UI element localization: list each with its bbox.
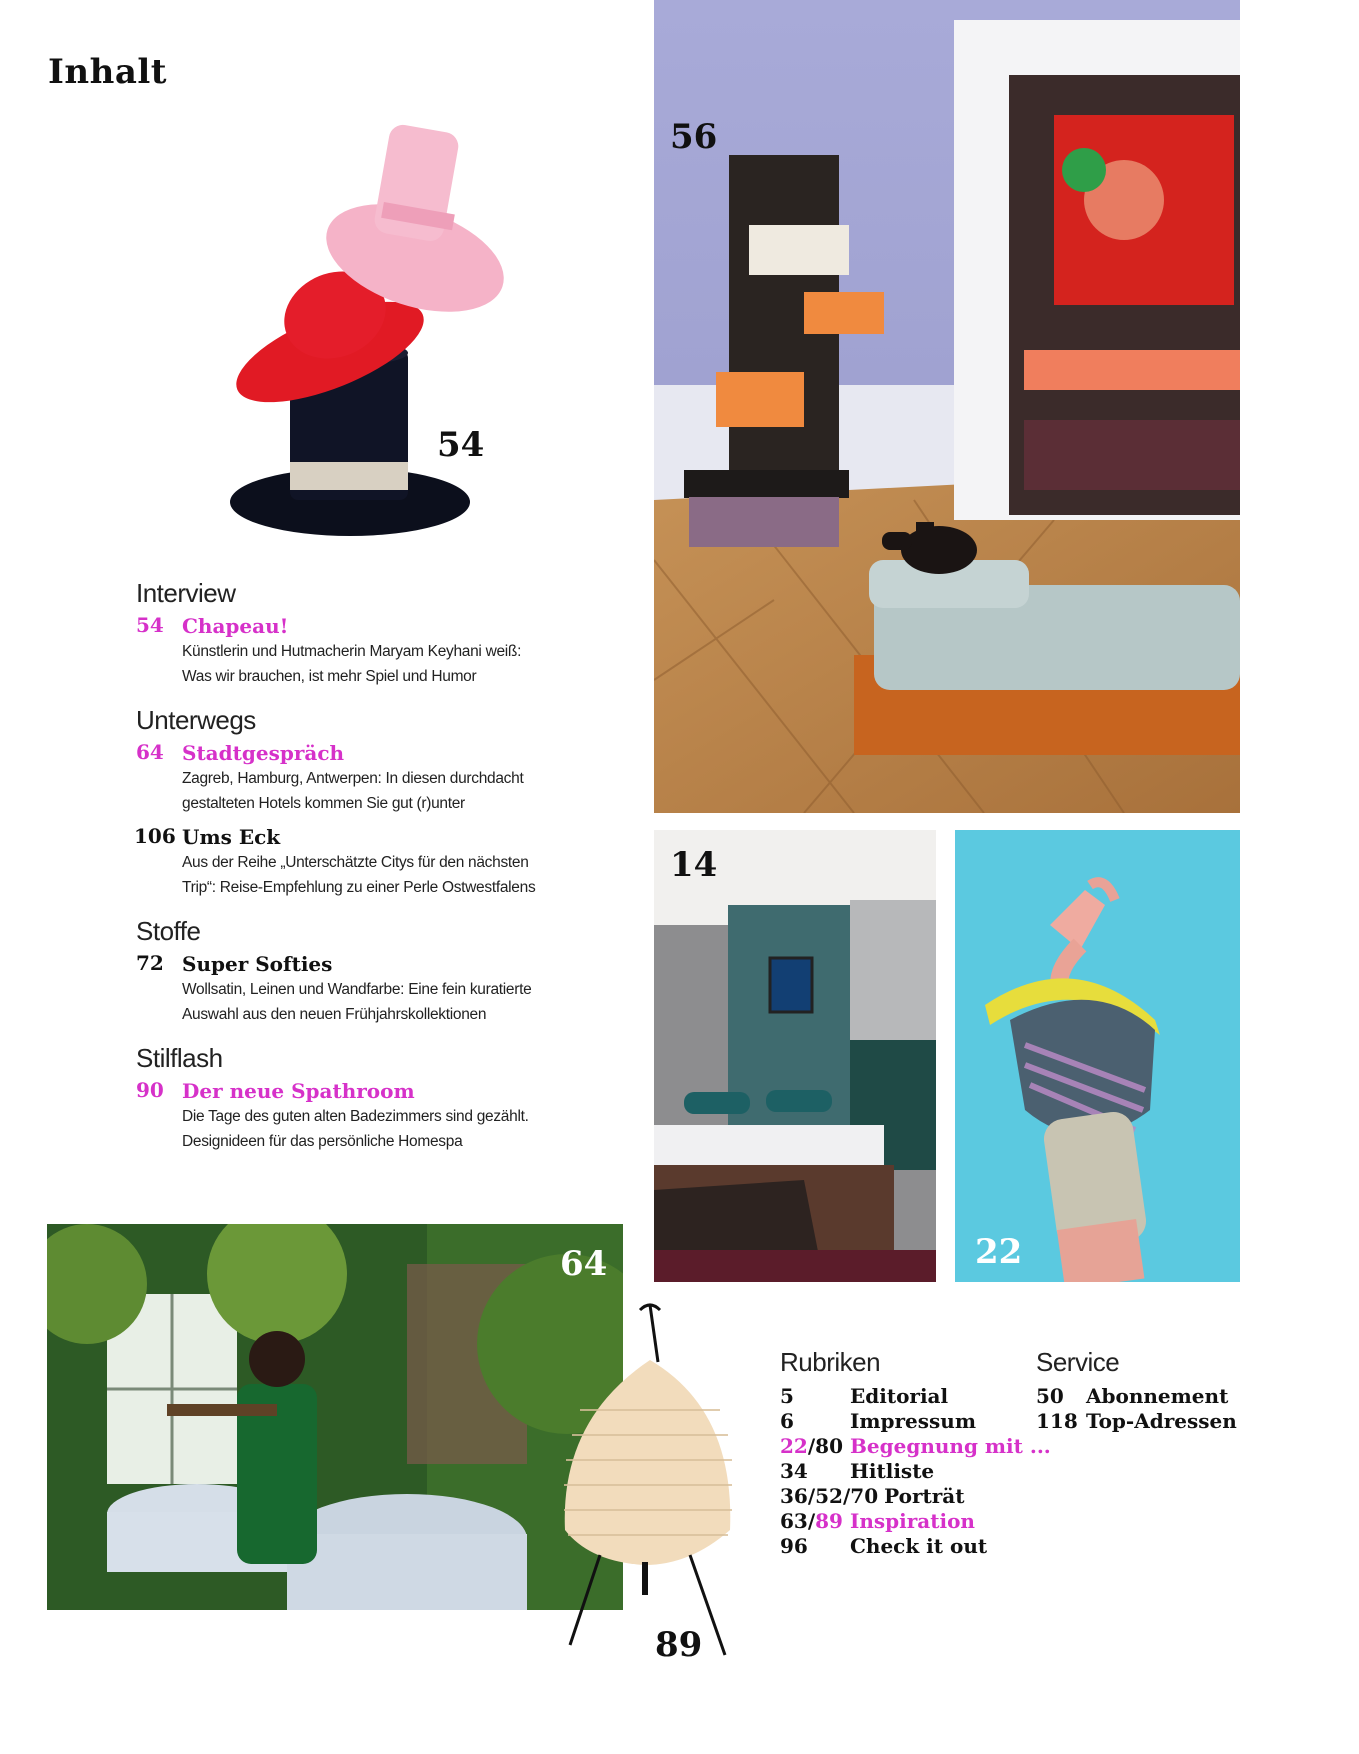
service-item[interactable] <box>1036 1384 1237 1409</box>
section-name: Unterwegs <box>136 705 256 735</box>
bedroom-image <box>654 830 936 1282</box>
toc-entry[interactable] <box>136 613 606 689</box>
rubrik-page-number: 5 <box>780 1384 794 1408</box>
entry-description-line: Aus der Reihe „Unterschätzte Citys für den nächsten <box>182 854 529 871</box>
rubrik-page-number <box>780 1509 850 1534</box>
rubrik-page-number-highlight: 89 <box>815 1509 843 1533</box>
service-page-number: 118 <box>1036 1409 1078 1433</box>
rubriken-heading: Rubriken <box>780 1347 881 1377</box>
rubrik-label: Begegnung mit ... <box>850 1434 1051 1458</box>
section-name: Stoffe <box>136 916 201 946</box>
entry-title: Super Softies <box>182 952 333 976</box>
entry-title: Ums Eck <box>182 825 281 849</box>
interior-page-number: 56 <box>670 117 718 157</box>
rubrik-item[interactable] <box>780 1409 1051 1434</box>
toc-section-stoffe <box>136 916 606 1027</box>
entry-description-line: Was wir brauchen, ist mehr Spiel und Humor <box>182 668 477 685</box>
lamp-page-number: 89 <box>655 1625 703 1665</box>
toc-entry[interactable] <box>136 824 606 900</box>
hand-page-number: 22 <box>975 1232 1023 1272</box>
rubrik-page-number-rest: 63/ <box>780 1509 816 1533</box>
bedroom-page-number: 14 <box>670 845 718 885</box>
entry-description-line: Auswahl aus den neuen Frühjahrskollektionen <box>182 1006 487 1023</box>
entry-description-line: Die Tage des guten alten Badezimmers sind gezählt. <box>182 1108 529 1125</box>
rubrik-page-number: 34 <box>780 1459 808 1483</box>
toc-section-interview <box>136 578 606 689</box>
garden-image <box>47 1224 623 1610</box>
entry-description-line: Trip“: Reise-Empfehlung zu einer Perle Ostwestfalens <box>182 879 536 896</box>
rubrik-item[interactable] <box>780 1484 1051 1509</box>
rubrik-page-number: 96 <box>780 1534 808 1558</box>
rubrik-label: Porträt <box>884 1484 965 1508</box>
entry-page-number: 64 <box>136 740 164 764</box>
entry-page-number: 72 <box>136 951 164 975</box>
entry-description-line: gestalteten Hotels kommen Sie gut (r)unter <box>182 795 465 812</box>
table-of-contents <box>136 578 606 1170</box>
entry-description-line: Künstlerin und Hutmacherin Maryam Keyhani weiß: <box>182 643 522 660</box>
toc-entry[interactable] <box>136 951 606 1027</box>
service-list <box>1036 1347 1237 1434</box>
service-label: Top-Adressen <box>1086 1409 1237 1433</box>
rubriken-list <box>780 1347 1051 1559</box>
toc-section-unterwegs <box>136 705 606 900</box>
lamp-image <box>540 1300 740 1700</box>
rubrik-label: Impressum <box>850 1409 976 1433</box>
entry-title: Chapeau! <box>182 614 289 638</box>
service-heading: Service <box>1036 1347 1120 1377</box>
service-label: Abonnement <box>1086 1384 1229 1408</box>
entry-page-number: 106 <box>134 824 176 848</box>
service-page-number: 50 <box>1036 1384 1064 1408</box>
interior-image <box>654 0 1240 813</box>
toc-entry[interactable] <box>136 1078 606 1154</box>
garden-page-number: 64 <box>560 1244 608 1284</box>
rubrik-page-number-rest: /80 <box>807 1434 843 1458</box>
rubrik-page-number-highlight: 22 <box>780 1434 808 1458</box>
rubrik-item[interactable] <box>780 1534 1051 1559</box>
toc-section-stilflash <box>136 1043 606 1154</box>
entry-page-number: 90 <box>136 1078 164 1102</box>
rubrik-item[interactable] <box>780 1509 1051 1534</box>
toc-entry[interactable] <box>136 740 606 816</box>
hats-image <box>210 110 510 550</box>
section-name: Stilflash <box>136 1043 223 1073</box>
entry-title: Stadtgespräch <box>182 741 345 765</box>
page-title: Inhalt <box>48 52 167 92</box>
rubrik-label: Check it out <box>850 1534 988 1558</box>
entry-title: Der neue Spathroom <box>182 1079 415 1103</box>
hand-image <box>955 830 1240 1282</box>
entry-description-line: Wollsatin, Leinen und Wandfarbe: Eine fein kuratierte <box>182 981 532 998</box>
rubrik-label: Hitliste <box>850 1459 935 1483</box>
section-name: Interview <box>136 578 236 608</box>
rubrik-item[interactable] <box>780 1434 1051 1459</box>
service-item[interactable] <box>1036 1409 1237 1434</box>
rubrik-item[interactable] <box>780 1459 1051 1484</box>
rubrik-label: Inspiration <box>850 1509 975 1533</box>
entry-description-line: Zagreb, Hamburg, Antwerpen: In diesen durchdacht <box>182 770 524 787</box>
rubrik-item[interactable] <box>780 1384 1051 1409</box>
rubrik-page-number: 6 <box>780 1409 794 1433</box>
rubrik-page-number: 36/52/70 <box>780 1484 879 1508</box>
entry-page-number: 54 <box>136 613 164 637</box>
rubrik-label: Editorial <box>850 1384 949 1408</box>
hats-page-number: 54 <box>437 425 485 465</box>
rubrik-page-number <box>780 1434 850 1459</box>
entry-description-line: Designideen für das persönliche Homespa <box>182 1133 463 1150</box>
